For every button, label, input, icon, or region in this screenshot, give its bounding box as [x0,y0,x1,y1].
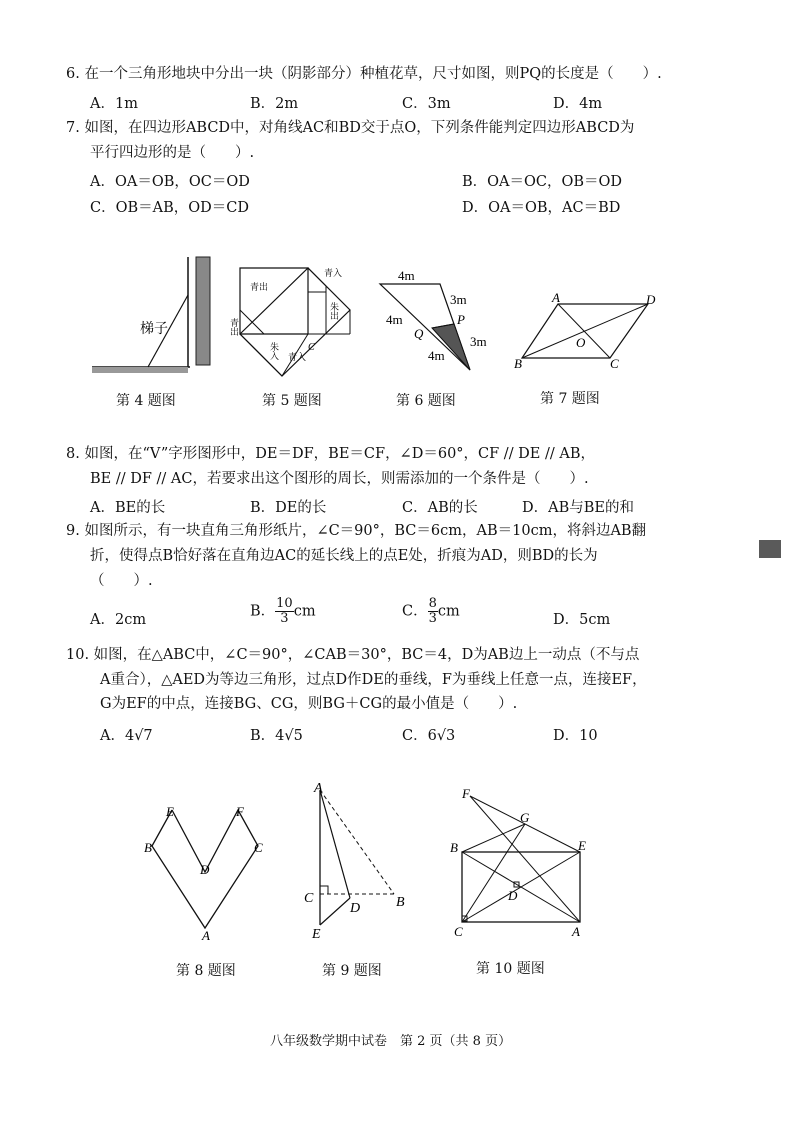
fig7-label-d: D [646,292,656,307]
q9-option-c-numerator: 8 [428,596,437,611]
fig8-label-e: E [166,804,174,819]
fig10-label-e: E [578,838,586,853]
q10-option-a: A．4√7 [100,728,153,744]
fig9-label-a: A [314,781,323,796]
fig6-label-3: 4m [386,312,403,327]
q9-option-b-prefix: B． [250,603,276,620]
q9-option-b [250,597,316,626]
fig6-label-2: 3m [450,292,467,307]
fig8-label-b: B [144,840,152,855]
fig5-label-3: 朱出 [329,302,339,320]
fig9-label-e: E [312,927,321,942]
q9-option-c [402,597,460,626]
q8-option-d: D．AB与BE的和 [522,500,634,516]
q9-stem-line2: 折，使得点B恰好落在直角边AC的延长线上的点E处，折痕为AD，则BD的长为 [90,548,598,564]
q6-option-a: A．1m [90,96,138,112]
figure-8-caption: 第 8 题图 [176,963,236,979]
q8-stem-line1: 8. 如图，在“V”字形图形中，DE＝DF，BE＝CF，∠D＝60°，CF // DE // AB， [66,446,596,462]
q10-option-b: B．4√5 [250,728,303,744]
q7-option-c: C．OB＝AB，OD＝CD [90,200,249,216]
fig6-label-p: P [457,312,465,327]
fig6-label-6: 3m [470,334,487,349]
figure-9-caption: 第 9 题图 [322,963,382,979]
fig9-label-b: B [396,895,405,910]
q10-option-c: C．6√3 [402,728,456,744]
fig5-label-6: 青入 [288,352,307,362]
fig10-label-d: D [508,888,518,903]
q6-option-c: C．3m [402,96,451,112]
fig10-label-c: C [454,924,463,939]
fig9-label-c: C [304,891,314,906]
q9-option-b-denominator: 3 [280,611,289,626]
q9-option-a: A．2cm [90,612,147,628]
fig9-label-d: D [350,901,361,916]
q10-option-d: D．10 [553,728,598,744]
q9-option-b-numerator: 10 [276,596,293,611]
q6-stem: 6. 在一个三角形地块中分出一块（阴影部分）种植花草，尺寸如图，则PQ的长度是（ ）. [66,66,662,82]
ground [92,367,188,373]
figure-6-triangle [378,268,488,378]
figure-10-triangles [448,786,598,942]
figure-8-v-shape [140,800,270,945]
figure-7-parallelogram [512,290,662,374]
q9-option-c-unit: cm [437,603,460,620]
figure-5-dissection [228,262,358,384]
figure-5-caption: 第 5 题图 [262,393,322,409]
fig6-label-7: 4m [428,348,445,363]
q8-option-a: A．BE的长 [90,500,166,516]
q9-option-b-fraction [275,597,294,626]
ladder-label: 梯子 [140,322,168,337]
q6-option-b: B．2m [250,96,299,112]
q9-option-c-prefix: C． [402,603,428,620]
fig8-label-d: D [200,862,210,877]
q10-stem-line3: G为EF的中点，连接BG、CG，则BG＋CG的最小值是（ ）. [100,696,518,712]
fig7-label-c: C [610,356,619,371]
fig5-label-5: 朱入 [269,342,279,360]
q9-option-c-denominator: 3 [428,611,437,626]
q8-option-b: B．DE的长 [250,500,327,516]
fig6-label-1: 4m [398,268,415,283]
fig6-label-q: Q [414,326,424,341]
q6-option-d: D．4m [553,96,603,112]
fig5-label-1: 青出 [250,282,269,292]
fig8-label-a: A [202,928,210,943]
q7-stem-line1: 7. 如图，在四边形ABCD中，对角线AC和BD交于点O，下列条件能判定四边形ABCD为 [66,120,635,136]
fig7-label-o: O [576,335,586,350]
q7-option-d: D．OA＝OB，AC＝BD [462,200,621,216]
figure-10-caption: 第 10 题图 [476,961,545,977]
q10-stem-line2: A重合），△AED为等边三角形，过点D作DE的垂线，F为垂线上任意一点，连接EF， [100,672,647,688]
q9-option-d: D．5cm [553,612,611,628]
q9-option-c-fraction [428,597,438,626]
fig10-label-a: A [572,924,580,939]
fig5-label-4: 青出 [229,318,239,336]
fig5-label-2: 青入 [324,268,343,278]
q9-stem-line1: 9. 如图所示，有一块直角三角形纸片，∠C＝90°，BC＝6cm，AB＝10cm，将斜边AB翻 [66,523,647,539]
figure-7-caption: 第 7 题图 [540,391,600,407]
fig10-label-f: F [462,786,470,801]
figure-6-caption: 第 6 题图 [396,393,456,409]
fig5-label-7: C [308,342,315,353]
fig7-label-b: B [514,356,522,371]
q7-option-a: A．OA＝OB，OC＝OD [90,174,250,190]
q9-option-b-unit: cm [293,603,316,620]
q8-stem-line2: BE // DF // AC，若要求出这个图形的周长，则需添加的一个条件是（ ）. [90,471,589,487]
fig10-label-b: B [450,840,458,855]
q7-option-b: B．OA＝OC，OB＝OD [462,174,623,190]
page-footer: 八年级数学期中试卷 第 2 页（共 8 页） [270,1034,512,1049]
side-tab-marker [759,540,781,558]
fig8-label-f: F [236,804,244,819]
figure-4-ladder [88,255,218,380]
fig7-label-a: A [552,290,560,305]
q10-stem-line1: 10. 如图，在△ABC中，∠C＝90°，∠CAB＝30°，BC＝4，D为AB边上一动点（不与点 [66,647,640,663]
fig10-label-g: G [520,810,530,825]
q8-option-c: C．AB的长 [402,500,478,516]
figure-9-fold [300,780,415,945]
q7-stem-line2: 平行四边形的是（ ）. [90,145,255,161]
figure-4-caption: 第 4 题图 [116,393,176,409]
wall [196,257,210,365]
fig8-label-c: C [254,840,263,855]
q9-stem-line3: （ ）. [90,573,153,589]
